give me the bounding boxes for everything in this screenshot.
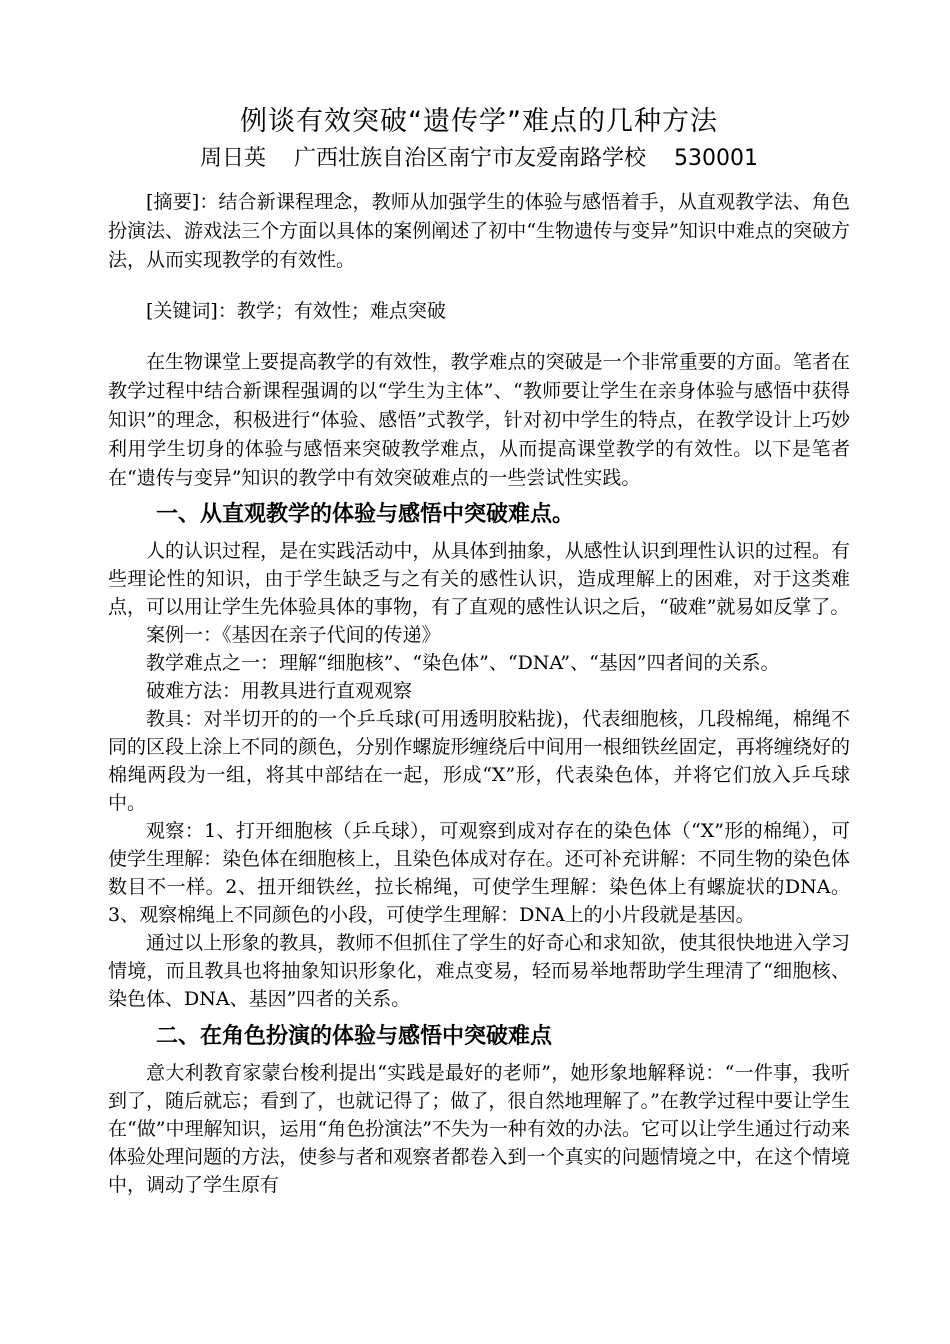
case-label: 案例一：《基因在亲子代间的传递》 [146,624,441,646]
method-line: 破难方法：用教具进行直观观察 [146,680,413,702]
intro-paragraph: 在生物课堂上要提高教学的有效性，教学难点的突破是一个非常重要的方面。笔者在教学过程中结合新课程强调的以“学生为主体”、“教师要让学生在亲身体验与感悟中获得知识”的理念，积极进行“体验、感悟”式教学，针对初中学生的特点，在教学设计上巧妙利用学生切身的体验与感悟来突破教学难点，从而提高课堂教学的有效性。以下是笔者在“遗传与变异”知识的教学中有效突破难点的一些尝试性实践。 [108,351,850,489]
teaching-tool-paragraph: 教具：对半切开的的一个乒乓球(可用透明胶粘拢)，代表细胞核，几段棉绳，棉绳不同的区段上涂上不同的颜色，分别作螺旋形缠绕后中间用一根细铁丝固定，再将缠绕好的棉绳两段为一组，将其中部结在一起，形成“X”形，代表染色体，并将它们放入乒乓球中。 [108,708,850,814]
abstract-paragraph: [摘要]：结合新课程理念，教师从加强学生的体验与感悟着手，从直观教学法、角色扮演法、游戏法三个方面以具体的案例阐述了初中“生物遗传与变异”知识中难点的突破方法，从而实现教学的有效性。 [108,191,850,271]
section-1-heading: 一、从直观教学的体验与感悟中突破难点。 [156,502,575,527]
observation-paragraph: 观察：1、打开细胞核（乒乓球），可观察到成对存在的染色体（“X”形的棉绳），可使学生理解：染色体在细胞核上，且染色体成对存在。还可补充讲解：不同生物的染色体数目不一样。2、扭开细铁丝，拉长棉绳，可使学生理解：染色体上有螺旋状的DNA。3、观察棉绳上不同颜色的小段，可使学生理解：DNA上的小片段就是基因。 [108,820,850,926]
section-2-heading: 二、在角色扮演的体验与感悟中突破难点 [156,1024,553,1049]
section-1-paragraph: 人的认识过程，是在实践活动中，从具体到抽象，从感性认识到理性认识的过程。有些理论性的知识，由于学生缺乏与之有关的感性认识，造成理解上的困难，对于这类难点，可以用让学生先体验具体的事物，有了直观的感性认识之后，“破难”就易如反掌了。 [108,540,850,618]
section-2-paragraph: 意大利教育家蒙台梭利提出“实践是最好的老师”，她形象地解释说：“一件事，我听到了，随后就忘；看到了，也就记得了；做了，很自然地理解了。”在教学过程中要让学生在“做”中理解知识，运用“角色扮演法”不失为一种有效的办法。它可以让学生通过行动来体验处理问题的方法，使参与者和观察者都卷入到一个真实的问题情境之中，在这个情境中，调动了学生原有 [108,1062,850,1196]
difficulty-paragraph: 教学难点之一：理解“细胞核”、“染色体”、“DNA”、“基因”四者间的关系。 [146,652,780,674]
paper-title: 例谈有效突破“遗传学”难点的几种方法 [240,106,718,137]
keywords-line: [关键词]：教学；有效性；难点突破 [146,300,446,322]
author-line: 周日英 广西壮族自治区南宁市友爱南路学校 530001 [200,146,758,171]
summary-paragraph: 通过以上形象的教具，教师不但抓住了学生的好奇心和求知欲，使其很快地进入学习情境，而且教具也将抽象知识形象化，难点变易，轻而易举地帮助学生理清了“细胞核、染色体、DNA、基因”四者的关系。 [108,932,850,1010]
